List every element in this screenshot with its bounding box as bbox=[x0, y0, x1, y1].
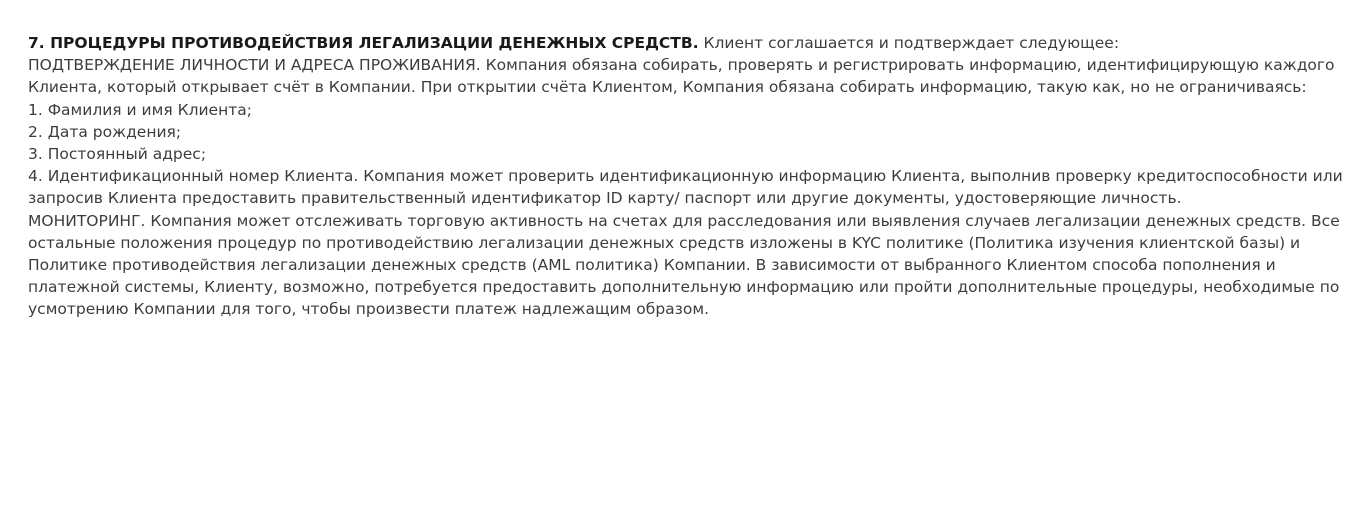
monitoring-paragraph: МОНИТОРИНГ. Компания может отслеживать торговую активность на счетах для расследования или выявления случаев легализации денежных средств. Все остальные положения процедур по противодействию легализации денежных средств изложены в KYC политике (Политика изучения клиентской базы) и Политике противодействия легализации денежных средств (AML политика) Компании. В зависимости от выбранного Клиентом способа пополнения и платежной системы, Клиенту, возможно, потребуется предоставить дополнительную информацию или пройти дополнительные процедуры, необходимые по усмотрению Компании для того, чтобы произвести платеж надлежащим образом. bbox=[28, 211, 1340, 319]
identity-paragraph: ПОДТВЕРЖДЕНИЕ ЛИЧНОСТИ И АДРЕСА ПРОЖИВАНИЯ. Компания обязана собирать, проверять и регистрировать информацию, идентифицирующую каждого Клиента, который открывает счёт в Компании. При открытии счёта Клиентом, Компания обязана собирать информацию, такую как, но не ограничиваясь: bbox=[28, 56, 1335, 97]
list-item: 3. Постоянный адрес; bbox=[28, 145, 207, 164]
list-item: 2. Дата рождения; bbox=[28, 122, 182, 141]
section-heading-line bbox=[28, 32, 1358, 54]
list-item: 4. Идентификационный номер Клиента. Компания может проверить идентификационную информацию Клиента, выполнив проверку кредитоспособности или запросив Клиента предоставить правительственный идентификатор ID карту/ паспорт или другие документы, удостоверяющие личность. bbox=[28, 167, 1343, 208]
section-title: 7. ПРОЦЕДУРЫ ПРОТИВОДЕЙСТВИЯ ЛЕГАЛИЗАЦИИ ДЕНЕЖНЫХ СРЕДСТВ. bbox=[28, 34, 699, 52]
list-item: 1. Фамилия и имя Клиента; bbox=[28, 100, 252, 119]
section-intro: Клиент соглашается и подтверждает следующее: bbox=[698, 34, 1120, 52]
document-body bbox=[28, 32, 1358, 321]
